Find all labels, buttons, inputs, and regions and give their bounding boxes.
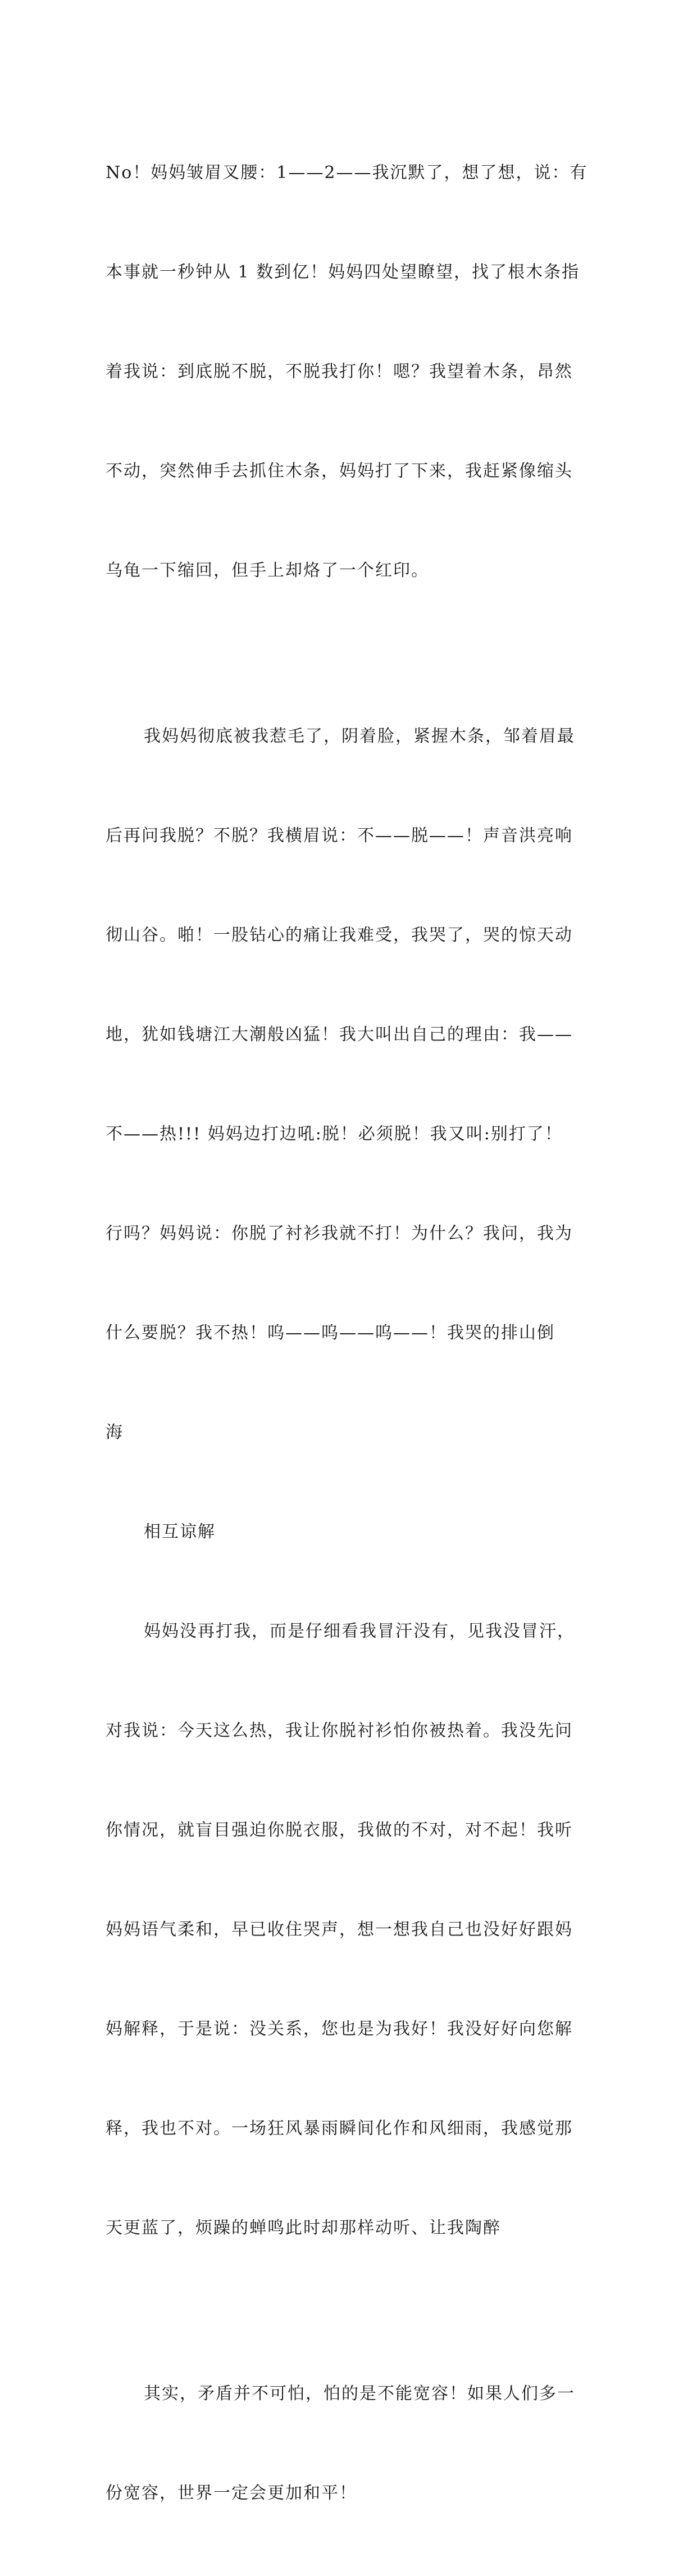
text-line: 行吗？妈妈说：你脱了衬衫我就不打！为什么？我问，我为 [106,1224,573,1243]
text-line: 地，犹如钱塘江大潮般凶猛！我大叫出自己的理由：我—— [106,1025,573,1044]
text-line: 本事就一秒钟从 1 数到亿！妈妈四处望瞭望，找了根木条指 [106,262,580,282]
text-line: 我妈妈彻底被我惹毛了，阴着脸，紧握木条，邹着眉最 [144,726,575,746]
text-line: 后再问我脱？不脱？我横眉说：不——脱——！声音洪亮响 [106,826,573,846]
text-line: 什么要脱？我不热！呜——呜——呜——！我哭的排山倒 [106,1323,555,1343]
text-line: 妈妈语气柔和，早已收住哭声，想一想我自己也没好好跟妈 [106,1920,573,1939]
text-line: 释，我也不对。一场狂风暴雨瞬间化作和风细雨，我感觉那 [106,2119,573,2138]
paragraph-4 [106,2311,594,2576]
text-line: 海 [106,1423,124,1442]
text-line: 乌龟一下缩回，但手上却烙了一个红印。 [106,561,429,580]
text-line: 妈妈没再打我，而是仔细看我冒汗没有，见我没冒汗， [144,1621,575,1641]
paragraph-2 [106,653,594,1515]
paragraph-3 [106,1548,594,2311]
text-line: 对我说：今天这么热，我让你脱衬衫怕你被热着。我没先问 [106,1721,573,1741]
document-body [106,90,594,2576]
text-line: 不动，突然伸手去抓住木条，妈妈打了下来，我赶紧像缩头 [106,461,573,481]
section-heading: 相互谅解 [144,1522,216,1542]
text-line: 其实，矛盾并不可怕，怕的是不能宽容！如果人们多一 [144,2384,575,2404]
text-line: No！妈妈皱眉叉腰：1——2——我沉默了，想了想，说：有 [106,163,588,183]
text-line: 不——热!!! 妈妈边打边吼:脱！必须脱！我又叫:别打了！ [106,1124,563,1144]
text-line: 彻山谷。啪！一股钻心的痛让我难受，我哭了，哭的惊天动 [106,925,573,945]
text-line: 着我说：到底脱不脱，不脱我打你！嗯？我望着木条，昂然 [106,362,573,381]
text-line: 妈解释，于是说：没关系，您也是为我好！我没好好向您解 [106,2019,573,2039]
text-line: 天更蓝了，烦躁的蝉鸣此时却那样动听、让我陶醉 [106,2218,501,2238]
paragraph-1 [106,90,594,653]
text-line: 你情况，就盲目强迫你脱衣服，我做的不对，对不起！我听 [106,1820,573,1840]
text-line: 份宽容，世界一定会更加和平！ [106,2483,357,2503]
